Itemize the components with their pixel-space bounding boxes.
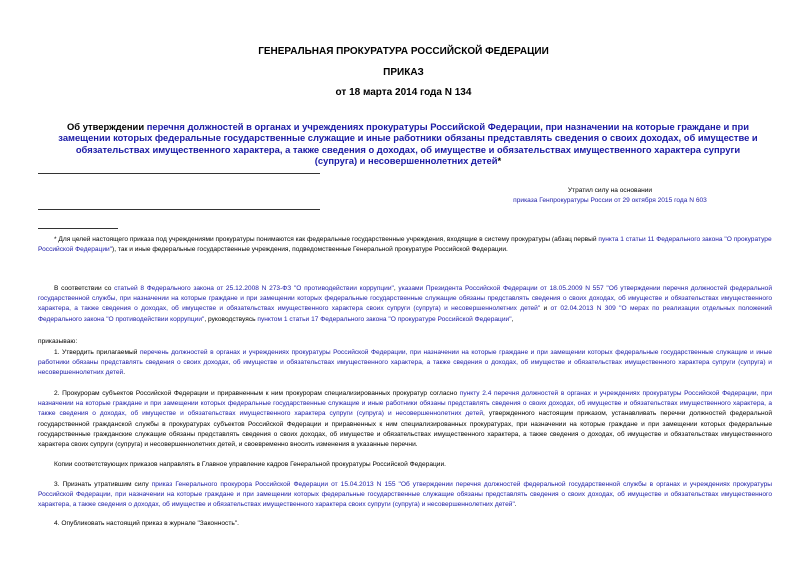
item-3 — [38, 480, 772, 511]
item-3-link[interactable]: приказ Генерального прокурора Российской Федерации от 15.04.2013 N 155 "Об утверждении перечня должностей федеральной государственной службы в органах и учреждениях прокуратуры Российской Федерации, при назначении на которые граждане и при замещении которых федеральные государственные служащие обязаны представлять сведения о своих доходах, об имуществе и обязательствах имущественного характера, а также сведения о доходах, об имуществе и обязательствах имущественного характера своих супруги (супруга) и несовершеннолетних детей" — [38, 481, 772, 509]
validity-note: Утратил силу на основании — [567, 187, 653, 194]
item-4: 4. Опубликовать настоящий приказ в журнале "Законность". — [54, 520, 239, 527]
preamble-text: В соответствии со — [54, 285, 115, 292]
footnote — [38, 235, 778, 255]
footnote-rule — [38, 228, 118, 229]
decree-309-link[interactable]: от 02.04.2013 N 309 "О мерах по реализации отдельных положений Федерального закона "О противодействии коррупции" — [38, 305, 772, 323]
item-2 — [38, 389, 772, 450]
item-2-text: , утвержденного настоящим приказом, устанавливать перечни должностей федеральной государственной гражданской службы в прокуратурах субъектов Российской Федерации и приравненных к ним специализированных прокуратурах, при назначении на которые граждане и при замещении которых федеральные государственные гражданские служащие обязаны представлять сведения о своих доходах, об имуществе и обязательствах имущественного характера, а также сведения о доходах, об имуществе и обязательствах имущественного характера своих супруги (супруга) и несовершеннолетних детей, и своевременно вносить изменения в указанные перечни. — [38, 410, 773, 449]
document-date: от 18 марта 2014 года N 134 — [335, 87, 472, 98]
decree-557-link[interactable]: указами Президента Российской Федерации от 18.05.2009 N 557 "Об утверждении перечня должностей федеральной государственной службы, при назначении на которые граждане и при замещении которых федеральные государственные служащие обязаны представлять сведения о своих доходах, об имуществе и обязательствах имущественного характера, а также сведения о доходах, об имуществе и обязательствах имущественного характера своих супруги (супруга) и несовершеннолетних детей" — [38, 285, 773, 313]
document-type: ПРИКАЗ — [383, 67, 424, 78]
preamble-text: , — [511, 315, 514, 323]
preamble-paragraph — [38, 284, 772, 325]
document-title — [56, 121, 760, 167]
order-word: приказываю: — [38, 338, 78, 345]
title-asterisk: * — [497, 155, 502, 167]
item-3-text: . — [514, 501, 517, 509]
item-1-text: 1. Утвердить прилагаемый — [54, 349, 140, 356]
copies-paragraph: Копии соответствующих приказов направлять в Главное управление кадров Генеральной прокуратуры Российской Федерации. — [54, 461, 446, 468]
item-1-text: . — [123, 369, 126, 377]
item-2-link[interactable]: пункту 2.4 перечня должностей в органах и учреждениях прокуратуры Российской Федерации, при назначении на которые граждане и при замещении которых федеральные государственные служащие и иные работники обязаны представлять сведения о своих доходах, об имуществе и обязательствах имущественного характера, а также сведения о доходах, об имуществе и обязательствах имущественного характера супруги (супруга) и несовершеннолетних детей — [38, 390, 772, 418]
item-2-text: 2. Прокурорам субъектов Российской Федерации и приравненным к ним прокурорам специализированных прокуратур согласно — [54, 390, 460, 397]
separator-line — [38, 209, 320, 210]
title-link[interactable]: перечня должностей в органах и учреждениях прокуратуры Российской Федерации, при назначении на которые граждане и при замещении которых федеральные государственные служащие и иные работники обязаны представлять сведения о своих доходах, об имуществе и обязательствах имущественного характера, а также сведения о доходах, об имуществе и обязательствах имущественного характера супруги (супруга) и несовершеннолетних детей — [58, 121, 758, 167]
footnote-link[interactable]: пункта 1 статьи 11 Федерального закона "О прокуратуре Российской Федерации" — [38, 236, 772, 254]
footnote-text: * Для целей настоящего приказа под учреждениями прокуратуры понимаются как федеральные государственные учреждения, входящие в систему прокуратуры (абзац первый — [54, 236, 599, 243]
item-3-text: 3. Признать утратившим силу — [54, 481, 152, 488]
organization-name: ГЕНЕРАЛЬНАЯ ПРОКУРАТУРА РОССИЙСКОЙ ФЕДЕРАЦИИ — [258, 46, 549, 57]
separator-line — [38, 173, 320, 174]
law-273-link[interactable]: статьей 8 Федерального закона от 25.12.2008 N 273-ФЗ "О противодействии коррупции" — [114, 285, 394, 292]
item-1 — [38, 348, 772, 379]
footnote-rest: ), так и иные федеральные государственные учреждения, подведомственные Генеральной прокуратуре Российской Федерации. — [112, 246, 508, 254]
preamble-text: и — [540, 305, 551, 313]
validity-link[interactable]: приказа Генпрокуратуры России от 29 октября 2015 года N 603 — [513, 197, 707, 204]
law-prosecution-link[interactable]: пунктом 1 статьи 17 Федерального закона "О прокуратуре Российской Федерации" — [257, 315, 512, 323]
preamble-text: , — [393, 285, 399, 292]
preamble-text: , руководствуясь — [204, 315, 258, 323]
title-prefix: Об утверждении — [67, 121, 147, 132]
item-1-link[interactable]: перечень должностей в органах и учреждениях прокуратуры Российской Федерации, при назначении на которые граждане и при замещении которых федеральные государственные служащие и иные работники обязаны представлять сведения о своих доходах, об имуществе и обязательствах имущественного характера, а также сведения о доходах, об имуществе и обязательствах имущественного характера супруги (супруга) и несовершеннолетних детей — [38, 349, 772, 377]
